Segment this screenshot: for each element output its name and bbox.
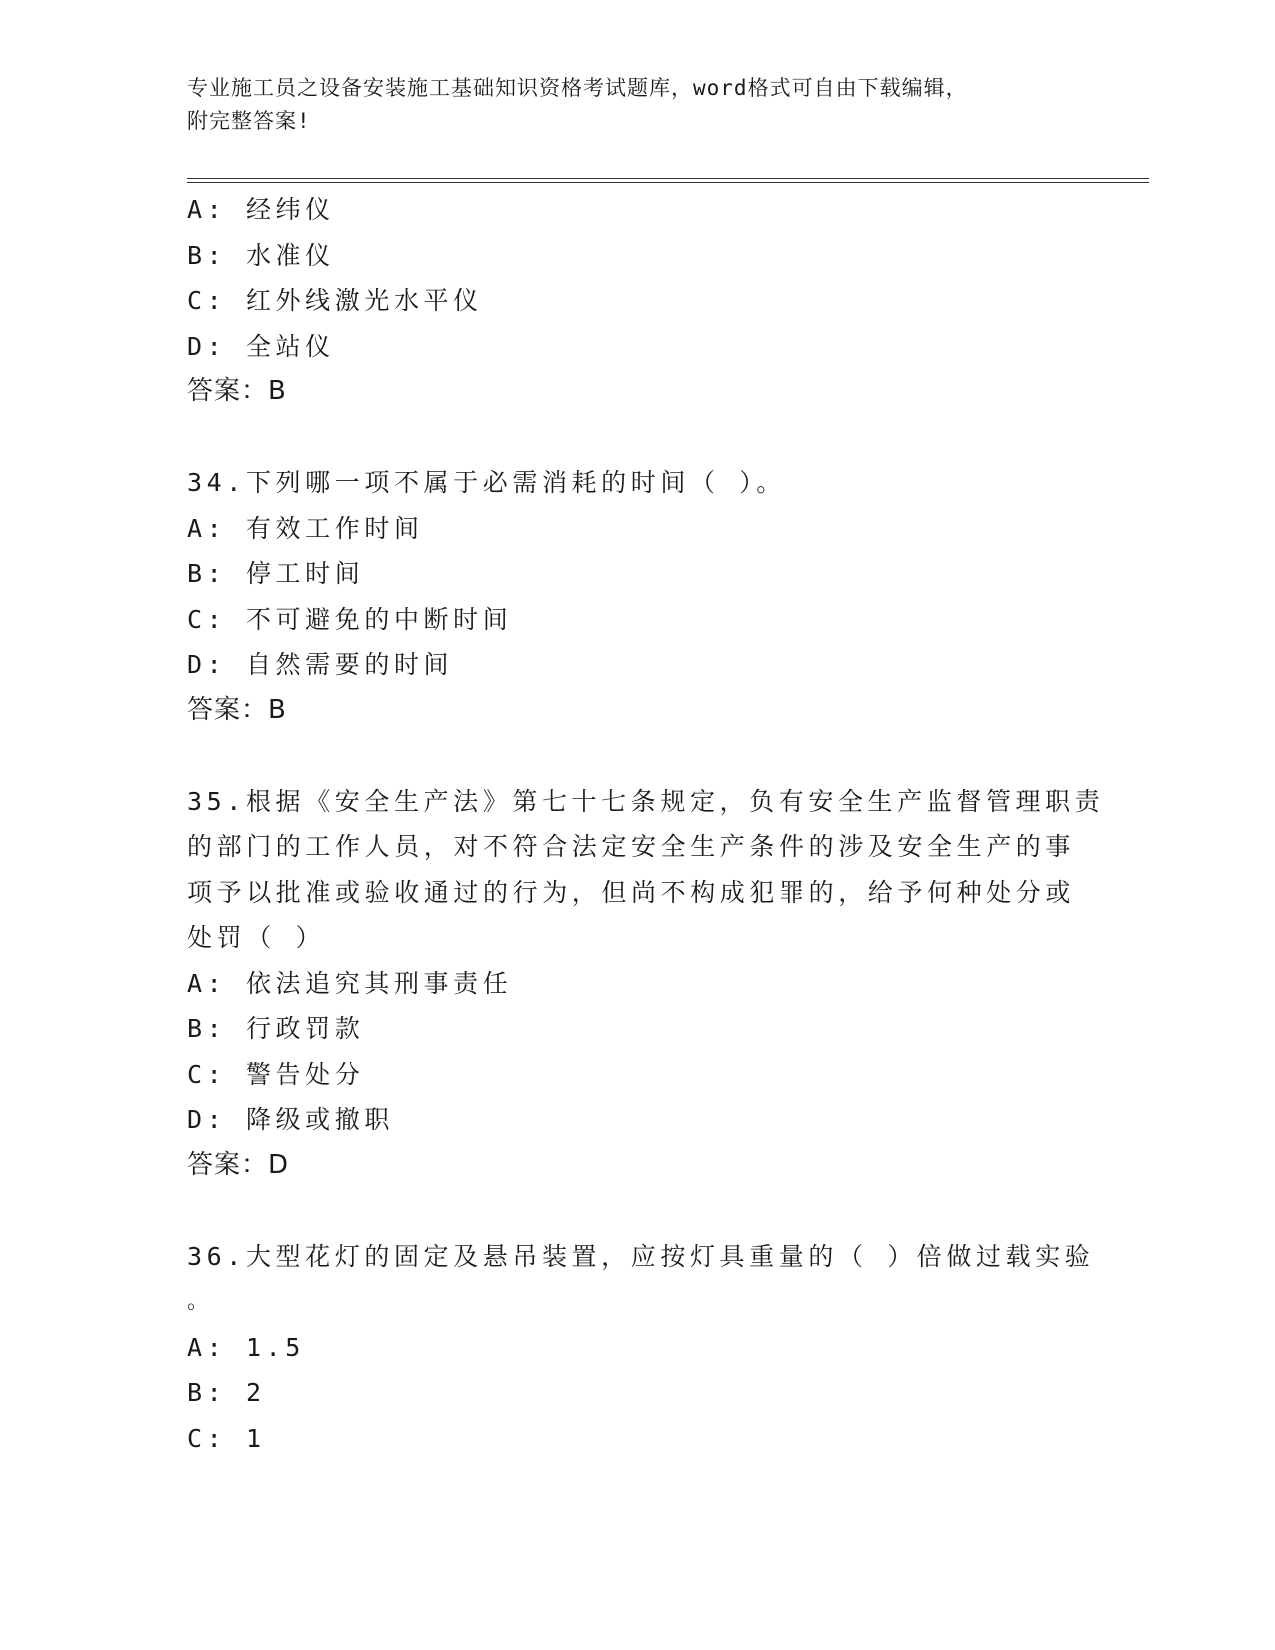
question-36 <box>187 1234 1095 1462</box>
option-c: C: 1 <box>187 1423 266 1453</box>
document-header <box>187 72 1067 138</box>
option-d: D: 降级或撤职 <box>187 1105 394 1134</box>
question-text-line-2: 的部门的工作人员，对不符合法定安全生产条件的涉及安全生产的事 <box>187 832 1076 861</box>
question-34 <box>187 460 1067 733</box>
answer: 答案：B <box>187 694 287 725</box>
option-a: A: 有效工作时间 <box>187 513 424 543</box>
header-divider <box>187 178 1149 183</box>
question-text-line-1: 36.大型花灯的固定及悬吊装置，应按灯具重量的（ ）倍做过载实验 <box>187 1241 1095 1271</box>
option-d: D: 全站仪 <box>187 331 335 361</box>
question-text: 34.下列哪一项不属于必需消耗的时间（ ）。 <box>187 468 786 497</box>
option-a: A: 1.5 <box>187 1332 305 1362</box>
answer: 答案：D <box>187 1149 290 1180</box>
option-b: B: 停工时间 <box>187 559 365 588</box>
option-c: C: 红外线激光水平仪 <box>187 286 483 315</box>
option-d: D: 自然需要的时间 <box>187 650 454 679</box>
answer: 答案：B <box>187 376 287 406</box>
option-b: B: 水准仪 <box>187 240 335 270</box>
option-a: A: 经纬仪 <box>187 195 335 224</box>
question-text-line-4: 处罚（ ） <box>187 923 326 952</box>
question-text-line-3: 项予以批准或验收通过的行为，但尚不构成犯罪的，给予何种处分或 <box>187 877 1076 907</box>
option-b: B: 行政罚款 <box>187 1014 365 1043</box>
question-list <box>187 187 1105 1461</box>
question-text-line-2: 。 <box>187 1289 214 1314</box>
question-35 <box>187 779 1105 1189</box>
header-line-2: 附完整答案! <box>187 109 311 133</box>
option-c: C: 不可避免的中断时间 <box>187 604 513 634</box>
option-b: B: 2 <box>187 1378 266 1407</box>
option-c: C: 警告处分 <box>187 1059 365 1089</box>
question-33-continued <box>187 187 1067 415</box>
header-line-1: 专业施工员之设备安装施工基础知识资格考试题库，word格式可自由下载编辑， <box>187 76 968 100</box>
option-a: A: 依法追究其刑事责任 <box>187 968 513 998</box>
question-text-line-1: 35.根据《安全生产法》第七十七条规定，负有安全生产监督管理职责 <box>187 786 1105 816</box>
